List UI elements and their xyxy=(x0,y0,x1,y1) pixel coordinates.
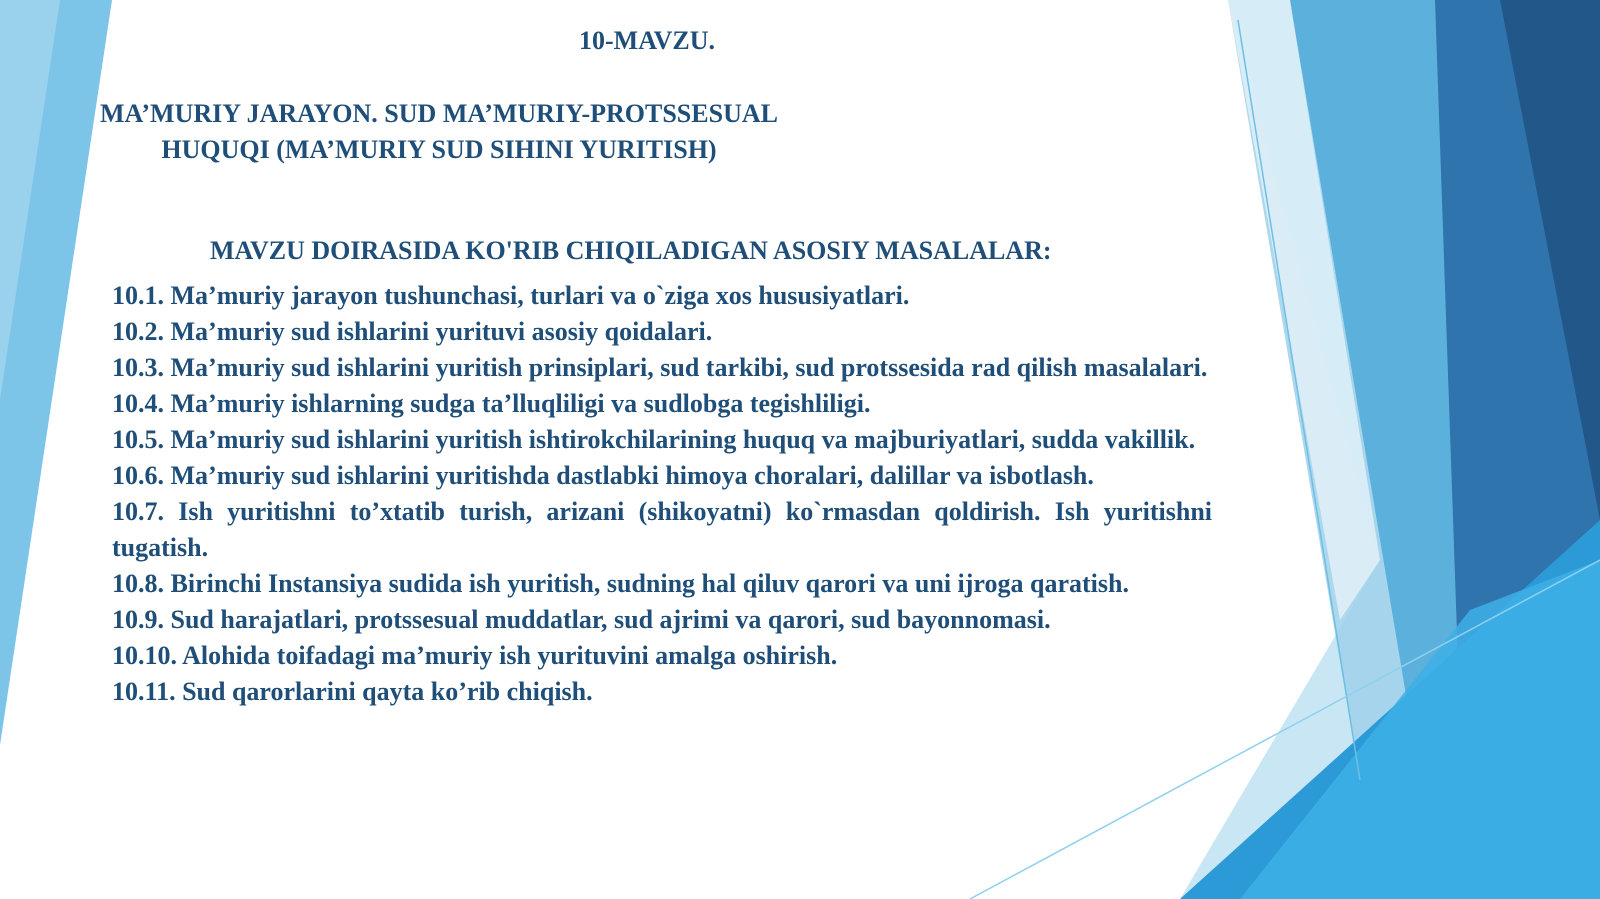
list-item: 10.6. Ma’muriy sud ishlarini yuritishda dastlabki himoya choralari, dalillar va isbotlash. xyxy=(112,461,1094,490)
list-item: 10.9. Sud harajatlari, protssesual muddatlar, sud ajrimi va qarori, sud bayonnomasi. xyxy=(112,605,1051,634)
title-block xyxy=(100,96,1212,168)
topic-list xyxy=(112,278,1212,710)
slide-title: MA’MURIY JARAYON. SUD MA’MURIY-PROTSSESUAL HUQUQI (MA’MURIY SUD SIHINI YURITISH) xyxy=(100,99,778,164)
list-item: 10.4. Ma’muriy ishlarning sudga ta’lluqliligi va sudlobga tegishliligi. xyxy=(112,389,871,418)
list-item: 10.1. Ma’muriy jarayon tushunchasi, turlari va o`ziga xos hususiyatlari. xyxy=(112,281,910,310)
list-item: 10.10. Alohida toifadagi ma’muriy ish yurituvini amalga oshirish. xyxy=(112,641,838,670)
list-item: 10.3. Ma’muriy sud ishlarini yuritish prinsiplari, sud tarkibi, sud protssesida rad qilish masalalari. xyxy=(112,353,1208,382)
list-item: 10.8. Birinchi Instansiya sudida ish yuritish, sudning hal qiluv qarori va uni ijroga qaratish. xyxy=(112,569,1129,598)
list-item: 10.5. Ma’muriy sud ishlarini yuritish ishtirokchilarining huquq va majburiyatlari, sudda vakillik. xyxy=(112,425,1196,454)
list-item: 10.2. Ma’muriy sud ishlarini yurituvi asosiy qoidalari. xyxy=(112,317,713,346)
list-item: 10.7. Ish yuritishni to’xtatib turish, arizani (shikoyatni) ko`rmasdan qoldirish. Ish yuritishni tugatish. xyxy=(112,497,1212,562)
list-item: 10.11. Sud qarorlarini qayta ko’rib chiqish. xyxy=(112,677,593,706)
subheading: MAVZU DOIRASIDA KO'RIB CHIQILADIGAN ASOSIY MASALALAR: xyxy=(210,236,1052,265)
topic-number: 10-MAVZU. xyxy=(579,26,716,55)
